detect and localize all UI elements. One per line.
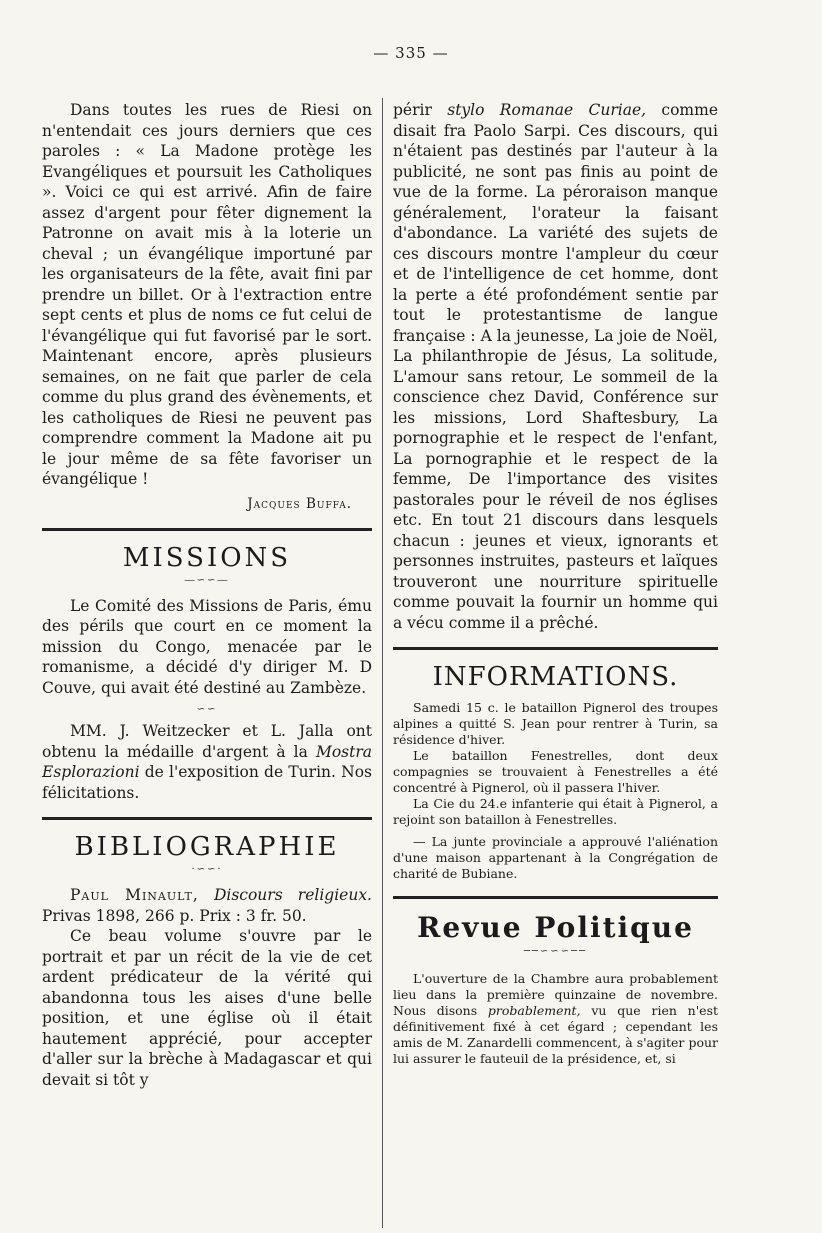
right-column xyxy=(393,100,718,1067)
biblio-continuation xyxy=(393,100,718,633)
ornament-divider: ·∽∽· xyxy=(191,864,223,875)
revue-text-b: vu que rien n'est définitivement fixé à cet égard ; cependant les amis de M. Zanardelli commencent, à s'agiter pour lui assurer le fauteuil de la présidence, et, si xyxy=(393,1003,719,1066)
biblio-reference xyxy=(42,885,372,926)
biblio-body: Ce beau volume s'ouvre par le portrait et par un récit de la vie de cet ardent prédicateur de la vérité qui abandonna tous les aises d'une belle position, et une église où il était hautement apprécié, pour accepter d'aller sur la brèche à Madagascar et qui devait si tôt y xyxy=(42,927,372,1089)
missions-p2-italic: Mostra Esplorazioni xyxy=(42,742,372,781)
info-item: Samedi 15 c. le bataillon Pignerol des troupes alpines a quitté S. Jean pour rentrer à Turin, sa résidence d'hiver. xyxy=(393,700,718,747)
info-item: — La junte provinciale a approuvé l'aliénation d'une maison appartenant à la Congrégation de charité de Bubiane. xyxy=(393,834,718,881)
revue-italic: probablement, xyxy=(487,1003,581,1018)
missions-p2-text-b: de l'exposition de Turin. Nos félicitations. xyxy=(42,763,372,802)
bibliographie-heading: BIBLIOGRAPHIE xyxy=(74,832,340,862)
biblio-cont-text-b: comme disait fra Paolo Sarpi. Ces discours, qui n'étaient pas destinés par l'auteur à la publicité, ne sont pas finis au point de vue de la forme. La péroraison manque généralement, l'orateur la faisant d'abondance. La variété des sujets de ces discours montre l'ampleur du cœur et de l'intelligence de cet homme, dont la perte a été profondément sentie par tout le protestantisme de langue française : A la jeunesse, La joie de Noël, La philanthropie de Jésus, La solitude, L'amour sans retour, Le sommeil de la conscience chez David, Conférence sur les missions, Lord Shaftesbury, La pornographie et le respect de l'enfant, La pornographie et le respect de la femme, De l'importance des visites pastorales pour le réveil de nos églises etc. En tout 21 discours dans lesquels chacun : jeunes et vieux, ignorants et personnes instruites, pasteurs et laïques trouveront une nourriture spirituelle comme pouvait la fournir un homme qui a vécu comme il a prêché. xyxy=(393,101,718,632)
section-separator xyxy=(42,817,372,820)
column-divider xyxy=(382,98,383,1228)
missions-heading: MISSIONS xyxy=(122,542,292,573)
biblio-publication: Privas 1898, 266 p. Prix : 3 fr. 50. xyxy=(42,906,307,925)
ornament-divider: ∽∽ xyxy=(196,704,218,715)
biblio-cont-italic: stylo Romanae Curiae, xyxy=(447,101,647,119)
missions-paragraph-1: Le Comité des Missions de Paris, ému des périls que court en ce moment la mission du Congo, menacée par le romanisme, a décidé d'y diriger M. D Couve, qui avait été destiné au Zambèze. xyxy=(42,596,372,697)
revue-text-a: L'ouverture de la Chambre aura probablement lieu dans la première quinzaine de novembre. Nous disons xyxy=(393,971,718,1018)
riesi-article: Dans toutes les rues de Riesi on n'entendait ces jours derniers que ces paroles : « La Madone protège les Evangéliques et poursuit les Catholiques ». Voici ce qui est arrivé. Afin de faire assez d'argent pour fêter dignement la Patronne on avait mis à la loterie un cheval ; un évangélique importuné par les organisateurs de la fête, avait fini par prendre un billet. Or à l'extraction entre sept cents et plus de noms ce fut celui de l'évangélique qui fut favorisé par le sort. Maintenant encore, après plusieurs semaines, on ne fait que parler de cela comme du plus grand des évènements, et les catholiques de Riesi ne peuvent pas comprendre comment la Madone ait pu le jour même de sa fête favoriser un évangélique ! xyxy=(42,101,372,488)
biblio-book-title: Discours religieux. xyxy=(213,886,372,904)
ornament-divider: ──∽∽∽── xyxy=(523,946,588,957)
biblio-cont-text-a: périr xyxy=(393,101,448,119)
section-separator xyxy=(393,896,718,899)
revue-paragraph xyxy=(393,971,718,1067)
missions-paragraph-2 xyxy=(42,721,372,803)
revue-politique-heading: Revue Politique xyxy=(417,911,694,944)
info-item: La Cie du 24.e infanterie qui était à Pignerol, a rejoint son bataillon à Fenestrelles. xyxy=(393,796,718,827)
left-column xyxy=(42,100,372,1090)
section-separator xyxy=(393,647,718,650)
missions-p2-text-a: MM. J. Weitzecker et L. Jalla ont obtenu la médaille d'argent à la xyxy=(42,722,372,761)
info-item: Le bataillon Fenestrelles, dont deux compagnies se trouvaient à Fenestrelles a été concentré à Pignerol, où il passera l'hiver. xyxy=(393,748,718,795)
article-signature: Jacques Buffa. xyxy=(247,495,352,512)
section-separator xyxy=(42,528,372,531)
informations-heading: INFORMATIONS. xyxy=(432,662,679,692)
page-number: — 335 — xyxy=(373,44,449,62)
ornament-divider: ―∽∽― xyxy=(184,574,230,586)
biblio-author: Paul Minault, xyxy=(70,886,199,904)
